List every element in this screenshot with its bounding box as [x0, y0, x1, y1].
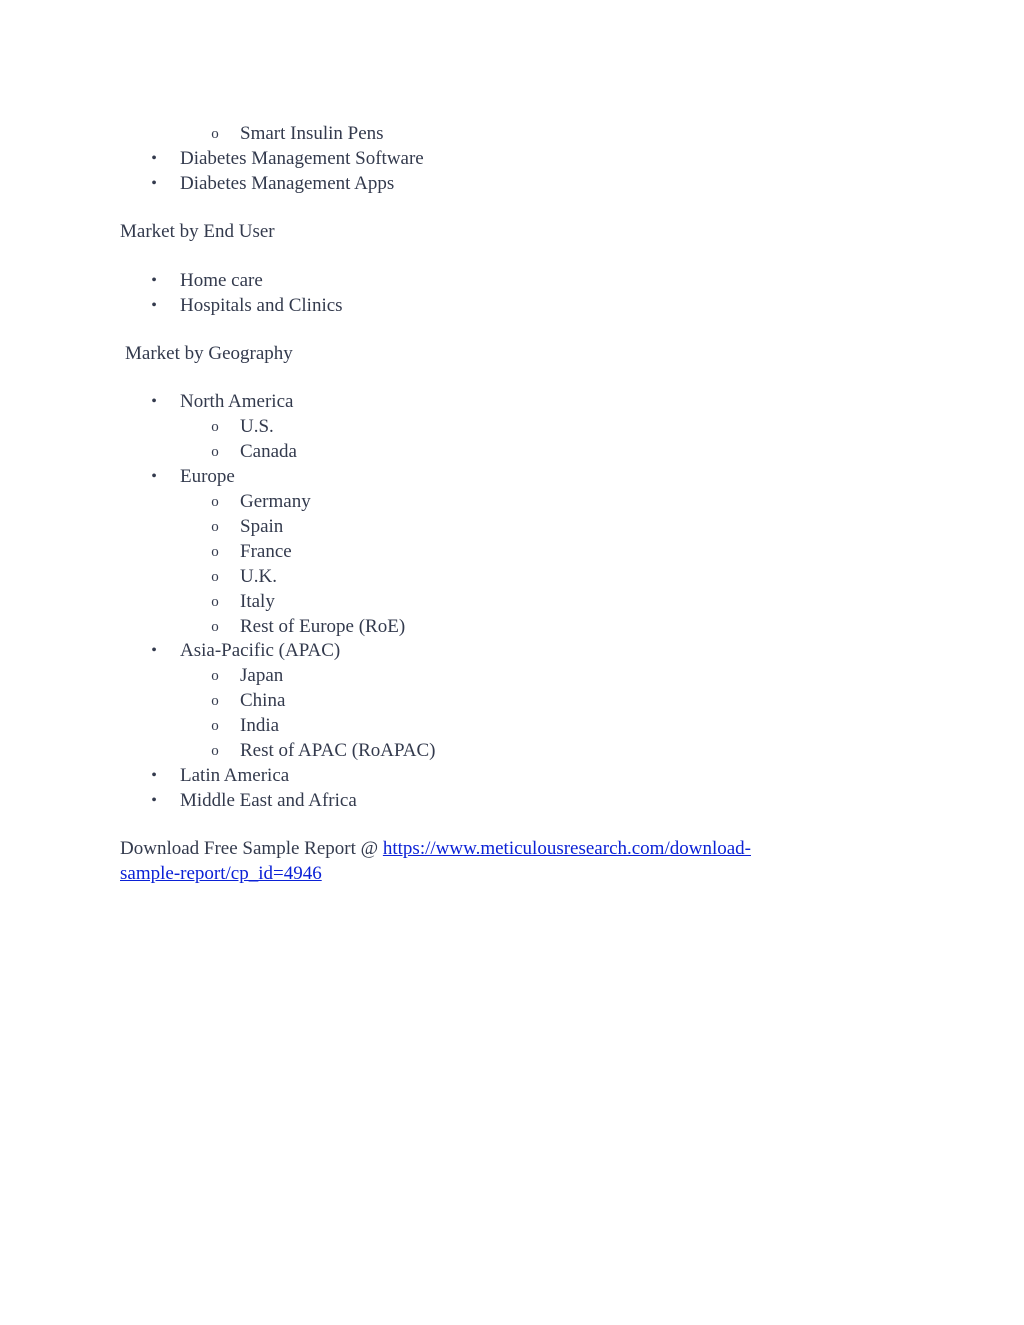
sub-bullet-marker: o: [211, 743, 219, 759]
country-item: Italy: [240, 591, 275, 612]
bullet-marker: •: [151, 642, 157, 659]
section-heading-geography: Market by Geography: [125, 343, 293, 364]
bullet-marker: •: [151, 468, 157, 485]
region-item: Asia-Pacific (APAC): [180, 640, 341, 661]
list-item: Diabetes Management Software: [180, 148, 424, 169]
country-item: Spain: [240, 516, 284, 537]
sub-bullet-marker: o: [211, 569, 219, 585]
region-item: Latin America: [180, 765, 290, 786]
sub-bullet-marker: o: [211, 693, 219, 709]
sub-bullet-marker: o: [211, 126, 219, 142]
sub-bullet-marker: o: [211, 444, 219, 460]
country-item: Rest of APAC (RoAPAC): [240, 740, 436, 761]
bullet-marker: •: [151, 272, 157, 289]
sub-bullet-marker: o: [211, 619, 219, 635]
country-item: Japan: [240, 665, 284, 686]
country-item: U.S.: [240, 416, 274, 437]
country-item: Germany: [240, 491, 311, 512]
download-line-continued: [120, 861, 322, 886]
list-item: Diabetes Management Apps: [180, 173, 395, 194]
bullet-marker: •: [151, 175, 157, 192]
download-link-part1[interactable]: https://www.meticulousresearch.com/download-: [382, 838, 751, 859]
bullet-marker: •: [151, 297, 157, 314]
section-heading-end-user: Market by End User: [120, 221, 275, 242]
region-item: Middle East and Africa: [180, 790, 357, 811]
country-item: India: [240, 715, 280, 736]
sub-bullet-marker: o: [211, 668, 219, 684]
list-item: Home care: [180, 270, 263, 291]
country-item: France: [240, 541, 292, 562]
country-item: Rest of Europe (RoE): [240, 616, 406, 637]
sub-bullet-marker: o: [211, 718, 219, 734]
country-item: U.K.: [240, 566, 277, 587]
sub-bullet-marker: o: [211, 544, 219, 560]
sub-bullet-marker: o: [211, 494, 219, 510]
sub-bullet-marker: o: [211, 594, 219, 610]
list-subitem: Smart Insulin Pens: [240, 123, 384, 144]
region-item: North America: [180, 391, 294, 412]
country-item: Canada: [240, 441, 297, 462]
download-prefix: Download Free Sample Report @: [120, 838, 383, 859]
bullet-marker: •: [151, 767, 157, 784]
sub-bullet-marker: o: [211, 519, 219, 535]
download-line: [120, 836, 751, 861]
country-item: China: [240, 690, 286, 711]
sub-bullet-marker: o: [211, 419, 219, 435]
bullet-marker: •: [151, 150, 157, 167]
bullet-marker: •: [151, 792, 157, 809]
list-item: Hospitals and Clinics: [180, 295, 343, 316]
download-link-part2[interactable]: sample-report/cp_id=4946: [120, 863, 322, 884]
bullet-marker: •: [151, 393, 157, 410]
region-item: Europe: [180, 466, 235, 487]
